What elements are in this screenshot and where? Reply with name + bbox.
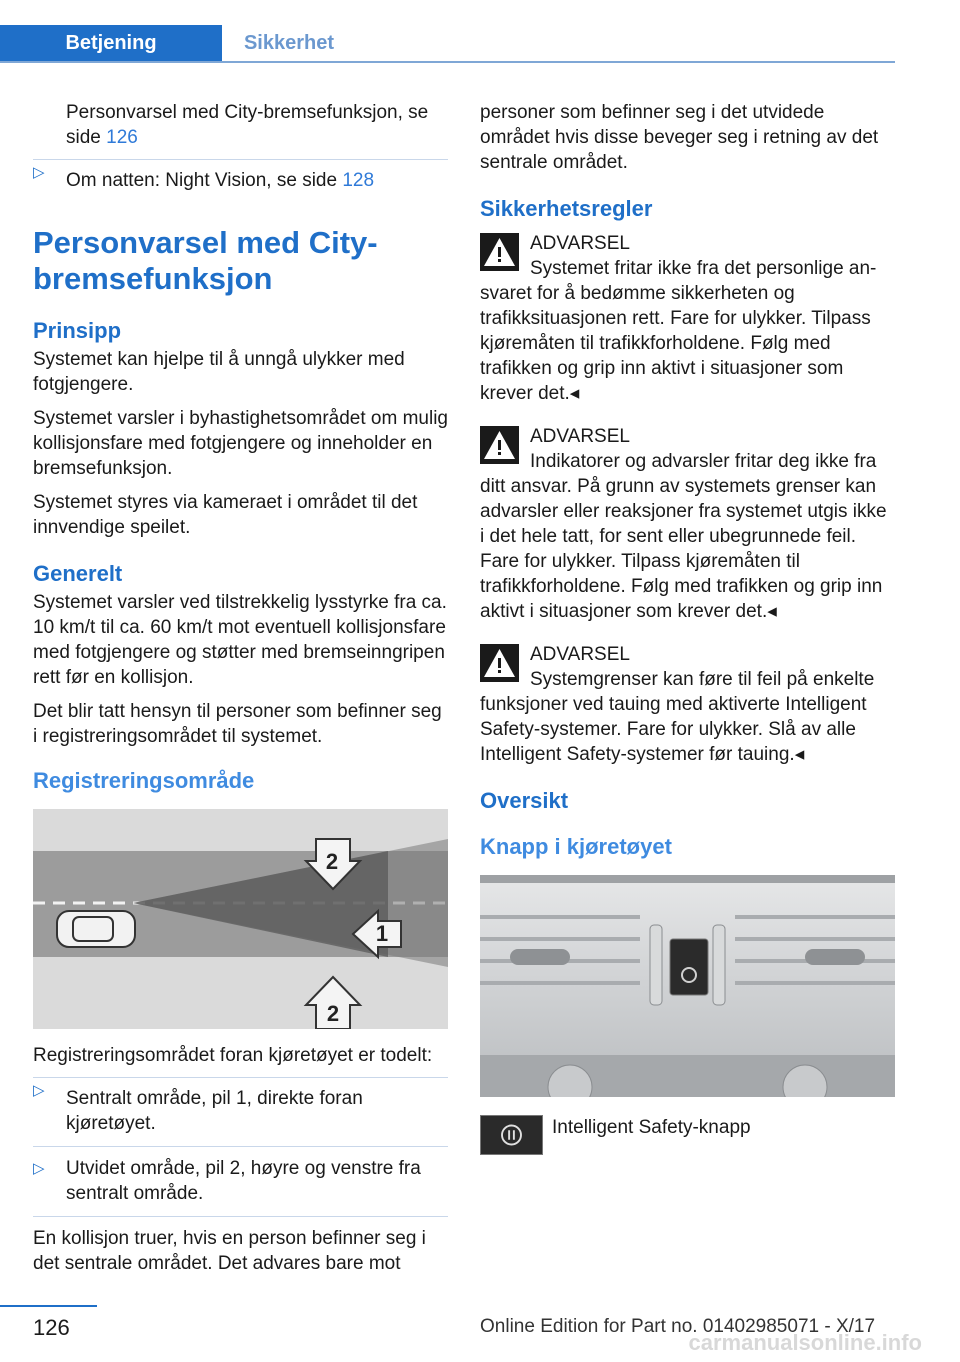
section-title: Personvarsel med City-bremsefunksjon	[33, 225, 378, 296]
warning-triangle-icon	[480, 644, 519, 682]
page-number-rule	[0, 1305, 97, 1307]
warning-box	[480, 642, 895, 767]
paragraph: Systemet varsler ved tilstrekkelig lysstyrke fra ca. 10 km/t til ca. 60 km/t mot eventuell kollisjonsfare med fotgjengere og støtter med bremseinngripen rett før en kollisjon.	[33, 592, 447, 688]
list-item: ▷ Om natten: Night Vision, se side 128	[33, 159, 448, 203]
warning-text: Systemet fritar ikke fra det personlige an- svaret for å bedømme sikkerheten og trafikksituasjonen rett. Fare for ulykker. Tilpass kjøremåten til trafikkforholdene. Følg med trafikken og grip inn aktivt i situasjoner som krever det.◂	[480, 258, 877, 404]
button-legend	[480, 1115, 895, 1155]
arrow-2-bottom-label: 2	[326, 1001, 340, 1026]
edition-footer: Online Edition for Part no. 01402985071 - X/17	[480, 1316, 876, 1337]
list-item: ▷ Utvidet område, pil 2, høyre og venstre fra sentralt område.	[33, 1156, 448, 1217]
warning-text: Systemgrenser kan føre til feil på enkelte funksjoner ved tauing med aktiverte Intelligent Safety-systemer. Fare for ulykker. Slå av alle Intelligent Safety-systemer før tauing.◂	[480, 669, 875, 765]
right-column	[480, 100, 895, 1155]
paragraph: personer som befinner seg i det utvidede området hvis disse beveger seg i retning av det sentrale området.	[480, 102, 879, 173]
heading-oversikt: Oversikt	[480, 788, 569, 813]
intelligent-safety-button-icon	[480, 1115, 543, 1155]
paragraph: En kollisjon truer, hvis en person befinner seg i det sentrale området. Det advares bare mot	[33, 1228, 426, 1274]
warning-box	[480, 424, 895, 624]
tab-betjening[interactable]: Betjening	[0, 25, 222, 61]
page-link-126[interactable]: 126	[106, 127, 138, 148]
warning-triangle-icon	[480, 426, 519, 464]
intro-continuation: Personvarsel med City-bremsefunksjon, se side 126	[66, 102, 429, 148]
triangle-bullet-icon: ▷	[33, 164, 45, 181]
warning-text: Indikatorer og advarsler fritar deg ikke fra ditt ansvar. På grunn av systemets grenser kan advarsler eller reaksjoner fra systemet utgis ikke i det hele tatt, for sent eller ubegrunnede feil. Fare for ulykker. Tilpass kjøremåten til trafikkforholdene. Følg med trafikken og grip inn aktivt i situasjoner som krever det.◂	[480, 451, 887, 622]
heading-knapp-i-kjoretoyet: Knapp i kjøretøyet	[480, 834, 672, 859]
page-number: 126	[33, 1315, 70, 1340]
arrow-1-label: 1	[375, 921, 389, 946]
left-column	[33, 100, 448, 1285]
dashboard-photo	[480, 875, 895, 1097]
paragraph: Systemet varsler i byhastighetsområdet om mulig kollisjonsfare med fotgjengere og inneholder en bremsefunksjon.	[33, 408, 448, 479]
arrow-2-top-label: 2	[325, 849, 339, 874]
warning-triangle-icon	[480, 233, 519, 271]
warning-label: ADVARSEL	[530, 426, 630, 447]
warning-label: ADVARSEL	[530, 233, 630, 254]
heading-registreringsomrade: Registreringsområde	[33, 768, 255, 793]
paragraph: Registreringsområdet foran kjøretøyet er todelt:	[33, 1045, 433, 1066]
tab-sikkerhet[interactable]: Sikkerhet	[243, 32, 335, 54]
watermark: carmanualsonline.info	[688, 1330, 922, 1355]
detection-area-illustration	[33, 809, 448, 1029]
dashboard-button-illustration	[480, 875, 895, 1097]
paragraph: Systemet styres via kameraet i området til det innvendige speilet.	[33, 492, 418, 538]
heading-generelt: Generelt	[33, 561, 123, 586]
paragraph: Det blir tatt hensyn til personer som befinner seg i registreringsområdet til systemet.	[33, 701, 442, 747]
chapter-tabs	[0, 25, 895, 63]
warning-label: ADVARSEL	[530, 644, 630, 665]
warning-box	[480, 231, 895, 406]
paragraph: Systemet kan hjelpe til å unngå ulykker med fotgjengere.	[33, 349, 405, 395]
page-link-128[interactable]: 128	[342, 170, 375, 191]
button-caption: Intelligent Safety-knapp	[552, 1117, 751, 1138]
list-item: ▷ Sentralt område, pil 1, direkte foran kjøretøyet.	[33, 1077, 448, 1147]
heading-prinsipp: Prinsipp	[33, 318, 122, 343]
triangle-bullet-icon: ▷	[33, 1160, 45, 1177]
triangle-bullet-icon: ▷	[33, 1082, 45, 1099]
detection-area-diagram	[33, 809, 448, 1029]
heading-sikkerhetsregler: Sikkerhetsregler	[480, 196, 653, 221]
